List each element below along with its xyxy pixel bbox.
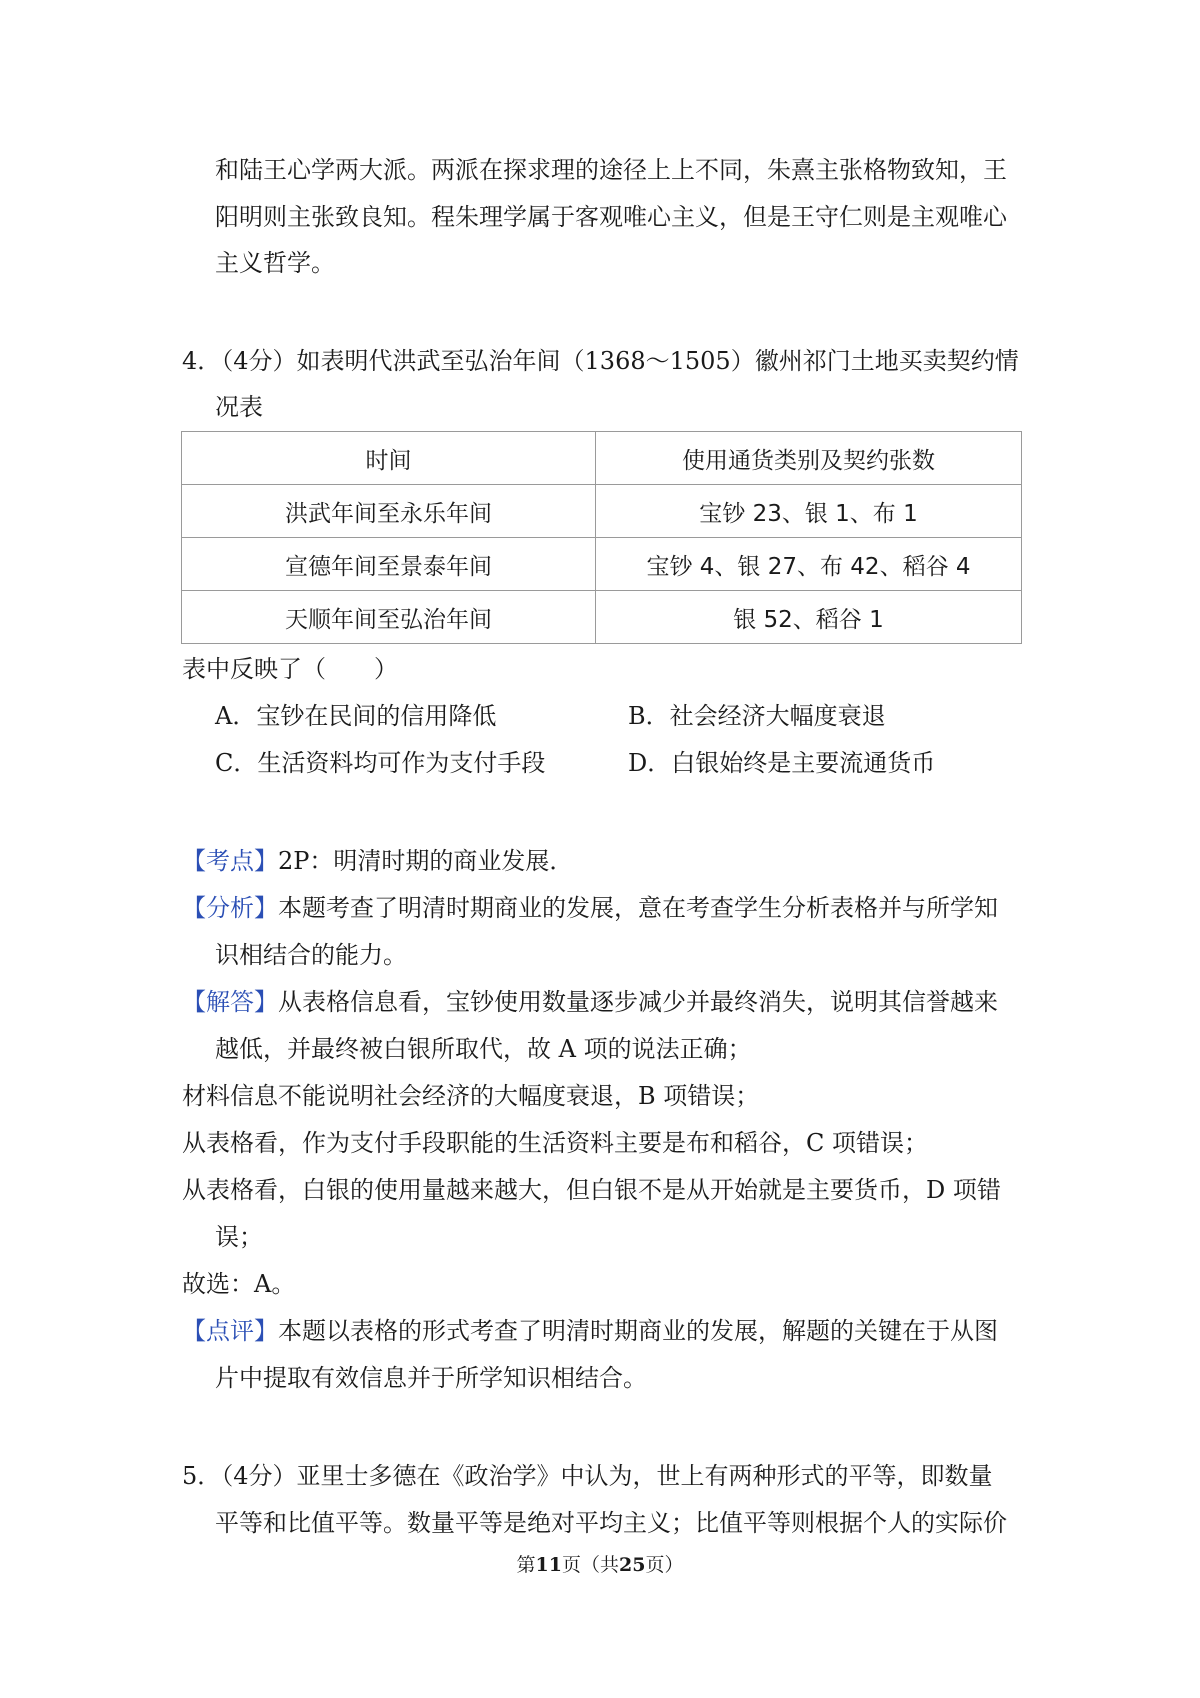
- q5-stem-line-1: 5．（4分）亚里士多德在《政治学》中认为，世上有两种形式的平等，即数量: [182, 1462, 993, 1490]
- table-header-cell: 时间: [182, 432, 596, 485]
- jieda-line-1: [182, 986, 998, 1018]
- table-row: [182, 538, 1022, 591]
- continuation-line-3: 主义哲学。: [215, 249, 335, 277]
- fenxi-tag: 【分析】: [182, 894, 278, 922]
- q4-option-a: A．宝钞在民间的信用降低: [215, 702, 497, 730]
- table-row: [182, 591, 1022, 644]
- fenxi-line-2: 识相结合的能力。: [215, 941, 407, 969]
- continuation-line-1: 和陆王心学两大派。两派在探求理的途径上上不同，朱熹主张格物致知，王: [215, 156, 1007, 184]
- table-cell: 宝钞 4、银 27、布 42、稻谷 4: [596, 538, 1022, 591]
- jieda-line-2: 越低，并最终被白银所取代，故 A 项的说法正确；: [215, 1035, 752, 1063]
- jieda-line-3: 材料信息不能说明社会经济的大幅度衰退，B 项错误；: [182, 1082, 760, 1110]
- table-header-cell: 使用通货类别及契约张数: [596, 432, 1022, 485]
- table-cell: 宣德年间至景泰年间: [182, 538, 596, 591]
- q4-question: 表中反映了（ ）: [182, 655, 398, 683]
- answer-line: 故选：A。: [182, 1270, 296, 1298]
- dianping-line-1: [182, 1315, 998, 1347]
- dianping-text-1: 本题以表格的形式考查了明清时期商业的发展，解题的关键在于从图: [278, 1317, 998, 1345]
- footer-suffix: 页）: [645, 1554, 684, 1576]
- footer-prefix: 第: [516, 1554, 536, 1576]
- q4-table: [181, 431, 1022, 644]
- table-header-row: [182, 432, 1022, 485]
- jieda-line-6: 误；: [215, 1223, 263, 1251]
- jieda-line-4: 从表格看，作为支付手段职能的生活资料主要是布和稻谷，C 项错误；: [182, 1129, 928, 1157]
- footer-page-number: 11: [535, 1554, 562, 1576]
- q5-stem-line-2: 平等和比值平等。数量平等是绝对平均主义；比值平等则根据个人的实际价: [215, 1509, 1007, 1537]
- q4-option-b: B．社会经济大幅度衰退: [628, 702, 886, 730]
- jieda-line-5: 从表格看，白银的使用量越来越大，但白银不是从开始就是主要货币，D 项错: [182, 1176, 1001, 1204]
- fenxi-text-1: 本题考查了明清时期商业的发展，意在考查学生分析表格并与所学知: [278, 894, 998, 922]
- fenxi-line-1: [182, 892, 998, 924]
- table-row: [182, 485, 1022, 538]
- q4-stem-line-1: 4．（4分）如表明代洪武至弘治年间（1368～1505）徽州祁门土地买卖契约情: [182, 347, 1019, 375]
- jieda-text-1: 从表格信息看，宝钞使用数量逐步减少并最终消失，说明其信誉越来: [278, 988, 998, 1016]
- footer-total-pages: 25: [619, 1554, 646, 1576]
- table-cell: 银 52、稻谷 1: [596, 591, 1022, 644]
- q4-stem-line-2: 况表: [215, 393, 263, 421]
- table-cell: 天顺年间至弘治年间: [182, 591, 596, 644]
- kaodian-tag: 【考点】: [182, 847, 278, 875]
- dianping-tag: 【点评】: [182, 1317, 278, 1345]
- continuation-line-2: 阳明则主张致良知。程朱理学属于客观唯心主义，但是王守仁则是主观唯心: [215, 203, 1007, 231]
- kaodian-text: 2P：明清时期的商业发展．: [278, 847, 574, 875]
- kaodian-line: [182, 845, 573, 877]
- page-footer: [0, 1550, 1200, 1577]
- table-cell: 宝钞 23、银 1、布 1: [596, 485, 1022, 538]
- q4-option-c: C．生活资料均可作为支付手段: [215, 749, 546, 777]
- jieda-tag: 【解答】: [182, 988, 278, 1016]
- table-cell: 洪武年间至永乐年间: [182, 485, 596, 538]
- footer-middle: 页（共: [561, 1554, 619, 1576]
- dianping-line-2: 片中提取有效信息并于所学知识相结合。: [215, 1364, 647, 1392]
- q4-option-d: D．白银始终是主要流通货币: [628, 749, 936, 777]
